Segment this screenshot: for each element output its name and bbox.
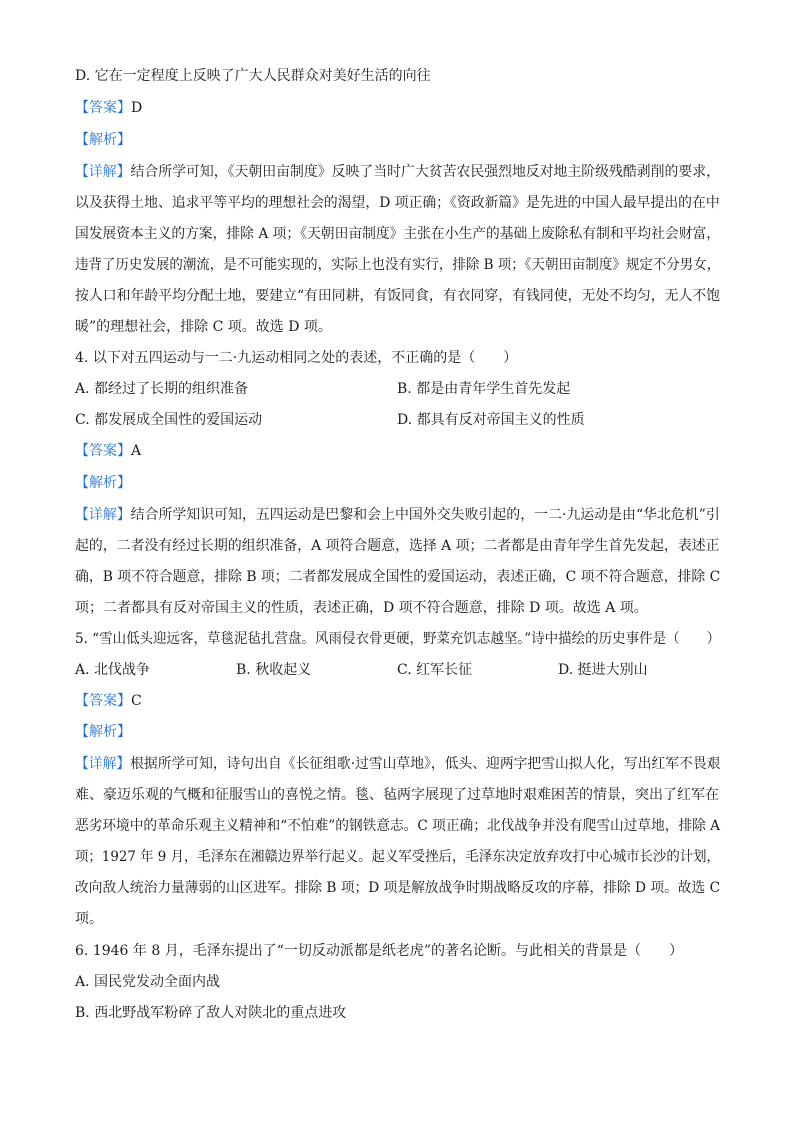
q5-option-a: A. 北伐战争: [75, 662, 151, 678]
q3-answer-value: D: [131, 100, 143, 116]
q5-answer-line: [75, 691, 142, 711]
q3-detail-line-4: 违背了历史发展的潮流，是不可能实现的，实际上也没有实行，排除 B 项；《天朝田亩制度》规定不分男女，: [75, 257, 721, 273]
q3-detail-line-2: 以及获得土地、追求平等平均的理想社会的渴望，D 项正确；《资政新篇》是先进的中国人最早提出的在中: [75, 195, 720, 211]
detail-tag: 【详解】: [75, 164, 131, 180]
q4-answer-line: [75, 441, 141, 461]
q3-option-d: D. 它在一定程度上反映了广大人民群众对美好生活的向往: [75, 68, 431, 84]
q4-option-d: D. 都具有反对帝国主义的性质: [397, 412, 585, 428]
q4-option-c: C. 都发展成全国性的爱国运动: [75, 412, 263, 428]
q5-option-d: D. 挺进大别山: [558, 662, 648, 678]
q3-detail-line-5: 按人口和年龄平均分配土地，要建立“有田同耕，有饭同食，有衣同穿，有钱同使，无处不均匀，无人不饱: [75, 288, 721, 304]
q4-option-a: A. 都经过了长期的组织准备: [75, 381, 249, 397]
q4-analysis-tag: 【解析】: [75, 475, 131, 491]
q4-detail-line-2: 起的，二者没有经过长期的组织准备，A 项符合题意，选择 A 项；二者都是由青年学生首先发起，表述正: [75, 538, 720, 554]
q5-stem: 5. “雪山低头迎远客，草毯泥毡扎营盘。风雨侵衣骨更硬，野菜充饥志越坚。”诗中描绘的历史事件是（ ）: [75, 631, 721, 647]
q4-option-b: B. 都是由青年学生首先发起: [397, 381, 571, 397]
q3-answer-line: [75, 98, 142, 118]
q6-option-a: A. 国民党发动全面内战: [75, 974, 221, 990]
answer-tag: 【答案】: [75, 443, 131, 459]
q6-stem: 6. 1946 年 8 月，毛泽东提出了“一切反动派都是纸老虎”的著名论断。与此相关的背景是（ ）: [75, 943, 684, 959]
q4-detail-line-4: 项；二者都具有反对帝国主义的性质，表述正确，D 项不符合题意，排除 D 项。故选 A 项。: [75, 600, 648, 616]
q3-detail-line-6: 暖”的理想社会，排除 C 项。故选 D 项。: [75, 319, 332, 335]
detail-tag: 【详解】: [75, 756, 131, 772]
q5-detail-line-2: 难、豪迈乐观的气概和征服雪山的喜悦之情。毯、毡两字展现了过草地时艰难困苦的情景，突出了红军在: [75, 787, 719, 803]
answer-tag: 【答案】: [75, 693, 131, 709]
q5-analysis-tag: 【解析】: [75, 724, 131, 740]
q3-detail-line-3: 国发展资本主义的方案，排除 A 项；《天朝田亩制度》主张在小生产的基础上废除私有制和平均社会财富，: [75, 226, 720, 242]
q3-detail-line-1: 【详解】结合所学可知，《天朝田亩制度》反映了当时广大贫苦农民强烈地反对地主阶级残酷剥削的要求，: [75, 164, 721, 180]
q5-option-b: B. 秋收起义: [236, 662, 312, 678]
q4-detail-line-3: 确，B 项不符合题意，排除 B 项；二者都发展成全国性的爱国运动，表述正确，C 项不符合题意，排除 C: [75, 569, 721, 585]
q5-detail-line-6: 项。: [75, 911, 103, 927]
q5-detail-line-1: 【详解】根据所学可知，诗句出自《长征组歌·过雪山草地》，低头、迎两字把雪山拟人化，写出红军不畏艰: [75, 756, 721, 772]
q5-option-c: C. 红军长征: [397, 662, 473, 678]
detail-tag: 【详解】: [75, 507, 131, 523]
q4-answer-value: A: [131, 443, 142, 459]
q5-detail-line-3: 恶劣环境中的革命乐观主义精神和“不怕难”的钢铁意志。C 项正确；北伐战争并没有爬雪山过草地，排除 A: [75, 818, 721, 834]
q5-detail-line-5: 改向敌人统治力量薄弱的山区进军。排除 B 项；D 项是解放战争时期战略反攻的序幕，排除 D 项。故选 C: [75, 880, 721, 896]
q3-analysis-tag: 【解析】: [75, 132, 131, 148]
q5-answer-value: C: [131, 693, 142, 709]
q4-detail-line-1: 【详解】结合所学知识可知，五四运动是巴黎和会上中国外交失败引起的，一二·九运动是由“华北危机”引: [75, 507, 720, 523]
q4-stem: 4. 以下对五四运动与一二·九运动相同之处的表述，不正确的是（ ）: [75, 350, 518, 366]
q6-option-b: B. 西北野战军粉碎了敌人对陕北的重点进攻: [75, 1005, 347, 1021]
q5-detail-line-4: 项；1927 年 9 月，毛泽东在湘赣边界举行起义。起义军受挫后，毛泽东决定放弃攻打中心城市长沙的计划，: [75, 849, 720, 865]
answer-tag: 【答案】: [75, 100, 131, 116]
